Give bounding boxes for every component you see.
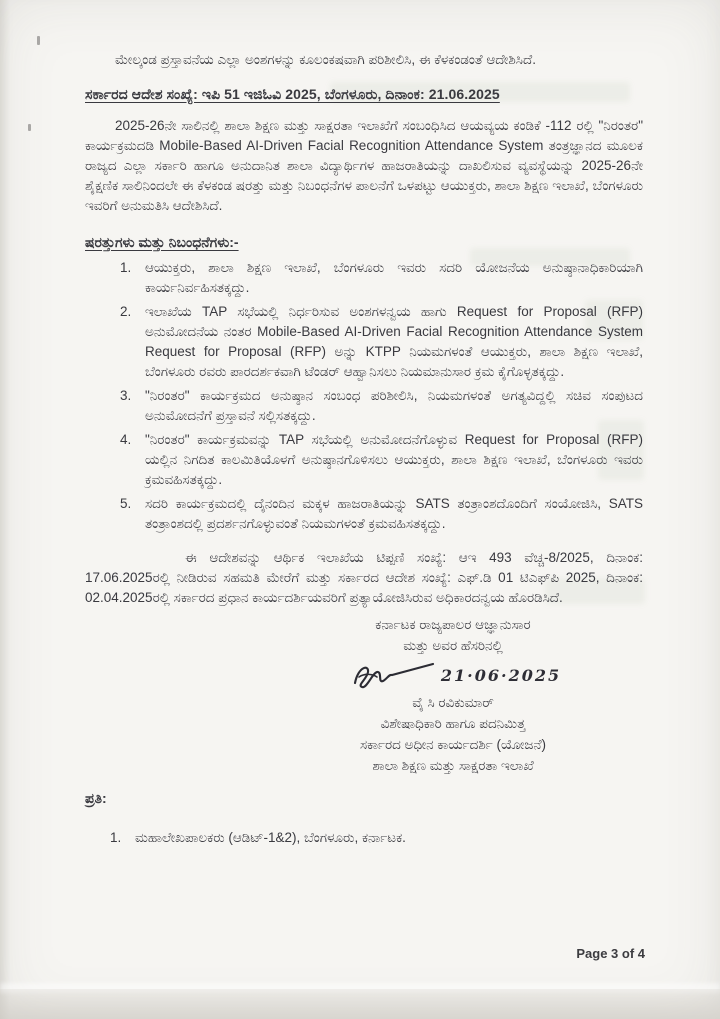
condition-number: 2.: [120, 304, 132, 319]
condition-text: "ನಿರಂತರ" ಕಾರ್ಯಕ್ರಮದ ಅನುಷ್ಠಾನ ಸಂಬಂಧ ಪರಿಶೀಲಿಸಿ, ನಿಯಮಗಳಂತೆ ಅಗತ್ಯವಿದ್ದಲ್ಲಿ ಸಚಿವ ಸಂಪುಟದ ಅನುಮೋದನೆಗೆ ಪ್ರಸ್ತಾವನೆ ಸಲ್ಲಿಸತಕ್ಕದ್ದು.: [145, 388, 643, 423]
condition-item: [85, 302, 643, 382]
designation-line-1: ವಿಶೇಷಾಧಿಕಾರಿ ಹಾಗೂ ಪದನಿಮಿತ್ತ: [380, 716, 526, 731]
condition-text: "ನಿರಂತರ" ಕಾರ್ಯಕ್ರಮವನ್ನು TAP ಸಭೆಯಲ್ಲಿ ಅನುಮೋದನೆಗೊಳ್ಳುವ Request for Proposal (RFP) ಯಲ್ಲಿನ ನಿಗದಿತ ಕಾಲಮಿತಿಯೊಳಗೆ ಅನುಷ್ಠಾನಗೊಳಿಸಲು ಆಯುಕ್ತರು, ಶಾಲಾ ಶಿಕ್ಷಣ ಇಲಾಖೆ, ಬೆಂಗಳೂರು ಇವರು ಕ್ರಮವಹಿಸತಕ್ಕದ್ದು.: [145, 432, 643, 487]
conditions-list: [85, 258, 643, 534]
condition-number: 4.: [120, 432, 132, 447]
conditions-heading: ಷರತ್ತುಗಳು ಮತ್ತು ನಿಬಂಧನೆಗಳು:-: [85, 234, 239, 250]
designation-line-3: ಶಾಲಾ ಶಿಕ್ಷಣ ಮತ್ತು ಸಾಕ್ಷರತಾ ಇಲಾಖೆ: [372, 758, 534, 773]
condition-number: 5.: [120, 496, 132, 511]
scan-left-edge-shadow: [0, 0, 10, 1019]
authority-line: ಕರ್ನಾಟಕ ರಾಜ್ಯಪಾಲರ ಆಜ್ಞಾನುಸಾರ: [375, 617, 531, 632]
closing-paragraph: ಈ ಆದೇಶವನ್ನು ಆರ್ಥಿಕ ಇಲಾಖೆಯ ಟಿಪ್ಪಣಿ ಸಂಖ್ಯೆ: ಆಇ 493 ವೆಚ್ಚ-8/2025, ದಿನಾಂಕ: 17.06.2025ರಲ್ಲಿ ನೀಡಿರುವ ಸಹಮತಿ ಮೇರೆಗೆ ಮತ್ತು ಸರ್ಕಾರದ ಆದೇಶ ಸಂಖ್ಯೆ: ಎಫ್.ಡಿ 01 ಟಿಎಫ್‌ಪಿ 2025, ದಿನಾಂಕ: 02.04.2025ರಲ್ಲಿ ಸರ್ಕಾರದ ಪ್ರಧಾನ ಕಾರ್ಯದರ್ಶಿಯವರಿಗೆ ಪ್ರತ್ಯಾಯೋಜಿಸಿರುವ ಅಧಿಕಾರದನ್ವಯ ಹೊರಡಿಸಿದೆ.: [85, 550, 643, 605]
condition-number: 3.: [120, 388, 132, 403]
scan-speck: [37, 36, 40, 45]
scan-bottom-band: [0, 989, 720, 1019]
condition-item: [85, 258, 643, 298]
condition-item: [85, 494, 643, 534]
copy-to-item: [85, 828, 643, 848]
copy-to-heading: ಪ್ರತಿ:: [85, 790, 107, 806]
scan-speck: [28, 124, 31, 131]
condition-text: ಸದರಿ ಕಾರ್ಯಕ್ರಮದಲ್ಲಿ ದೈನಂದಿನ ಮಕ್ಕಳ ಹಾಜರಾತಿಯನ್ನು SATS ತಂತ್ರಾಂಶದೊಂದಿಗೆ ಸಂಯೋಜಿಸಿ, SATS ತಂತ್ರಾಂಶದಲ್ಲಿ ಪ್ರದರ್ಶನಗೊಳ್ಳುವಂತೆ ನಿಯಮಗಳಂತೆ ಕ್ರಮವಹಿಸತಕ್ಕದ್ದು.: [145, 496, 643, 531]
condition-item: [85, 430, 643, 490]
designation-line-2: ಸರ್ಕಾರದ ಅಧೀನ ಕಾರ್ಯದರ್ಶಿ (ಯೋಜನೆ): [360, 737, 546, 752]
signature-block: [303, 614, 603, 776]
intro-paragraph: ಮೇಲ್ಕಂಡ ಪ್ರಸ್ತಾವನೆಯ ಎಲ್ಲಾ ಅಂಶಗಳನ್ನು ಕೂಲಂಕಷವಾಗಿ ಪರಿಶೀಲಿಸಿ, ಈ ಕೆಳಕಂಡಂತೆ ಆದೇಶಿಸಿದೆ.: [115, 52, 536, 67]
government-order-number-heading: ಸರ್ಕಾರದ ಆದೇಶ ಸಂಖ್ಯೆ: ಇಪಿ 51 ಇಜಿಓವಿ 2025, ಬೆಂಗಳೂರು, ದಿನಾಂಕ: 21.06.2025: [85, 86, 500, 102]
condition-number: 1.: [120, 260, 132, 275]
condition-text: ಇಲಾಖೆಯ TAP ಸಭೆಯಲ್ಲಿ ನಿರ್ಧರಿಸುವ ಅಂಶಗಳನ್ವಯ ಹಾಗು Request for Proposal (RFP) ಅನುಮೋದನೆಯ ನಂತರ Mobile-Based AI-Driven Facial Recognition Attendance System Request for Proposal (RFP) ಅನ್ನು KTPP ನಿಯಮಗಳಂತೆ ಆಯುಕ್ತರು, ಶಾಲಾ ಶಿಕ್ಷಣ ಇಲಾಖೆ, ಬೆಂಗಳೂರು ರವರು ಪಾರದರ್ಶಕವಾಗಿ ಟೆಂಡರ್ ಆಹ್ವಾನಿಸಲು ನಿಯಮಾನುಸಾರ ಕ್ರಮ ಕೈಗೊಳ್ಳತಕ್ಕದ್ದು.: [145, 304, 643, 379]
handwritten-signature-icon: [345, 659, 437, 691]
signatory-name: ವೈ ಸಿ ರವಿಕುಮಾರ್: [412, 695, 494, 710]
order-paragraph: 2025-26ನೇ ಸಾಲಿನಲ್ಲಿ ಶಾಲಾ ಶಿಕ್ಷಣ ಮತ್ತು ಸಾಕ್ಷರತಾ ಇಲಾಖೆಗೆ ಸಂಬಂಧಿಸಿದ ಆಯವ್ಯಯ ಕಂಡಿಕೆ -112 ರಲ್ಲಿ "ನಿರಂತರ" ಕಾರ್ಯಕ್ರಮದಡಿ Mobile-Based AI-Driven Facial Recognition Attendance System ತಂತ್ರಜ್ಞಾನದ ಮೂಲಕ ರಾಜ್ಯದ ಎಲ್ಲಾ ಸರ್ಕಾರಿ ಹಾಗೂ ಅನುದಾನಿತ ಶಾಲಾ ವಿದ್ಯಾರ್ಥಿಗಳ ಹಾಜರಾತಿಯನ್ನು ದಾಖಲಿಸುವ ವ್ಯವಸ್ಥೆಯನ್ನು 2025-26ನೇ ಶೈಕ್ಷಣಿಕ ಸಾಲಿನಿಂದಲೇ ಈ ಕೆಳಕಂಡ ಷರತ್ತು ಮತ್ತು ನಿಬಂಧನೆಗಳ ಪಾಲನೆಗೆ ಒಳಪಟ್ಟು ಆಯುಕ್ತರು, ಶಾಲಾ ಶಿಕ್ಷಣ ಇಲಾಖೆ, ಬೆಂಗಳೂರು ಇವರಿಗೆ ಅನುಮತಿಸಿ ಆದೇಶಿಸಿದೆ.: [85, 118, 643, 213]
handwritten-date: 21·06·2025: [440, 665, 562, 685]
in-name-line: ಮತ್ತು ಅವರ ಹೆಸರಿನಲ್ಲಿ: [403, 638, 503, 653]
condition-item: [85, 386, 643, 426]
copy-to-number: 1.: [110, 830, 122, 845]
page-number-footer: Page 3 of 4: [576, 946, 645, 961]
condition-text: ಆಯುಕ್ತರು, ಶಾಲಾ ಶಿಕ್ಷಣ ಇಲಾಖೆ, ಬೆಂಗಳೂರು ಇವರು ಸದರಿ ಯೋಜನೆಯ ಅನುಷ್ಠಾನಾಧಿಕಾರಿಯಾಗಿ ಕಾರ್ಯನಿರ್ವಹಿಸತಕ್ಕದ್ದು.: [145, 260, 643, 295]
document-body: [85, 50, 643, 848]
copy-to-list: [85, 828, 643, 848]
signature-row: [303, 658, 603, 692]
copy-to-text: ಮಹಾಲೇಖಪಾಲಕರು (ಆಡಿಟ್-1&2), ಬೆಂಗಳೂರು, ಕರ್ನಾಟಕ.: [135, 830, 406, 845]
